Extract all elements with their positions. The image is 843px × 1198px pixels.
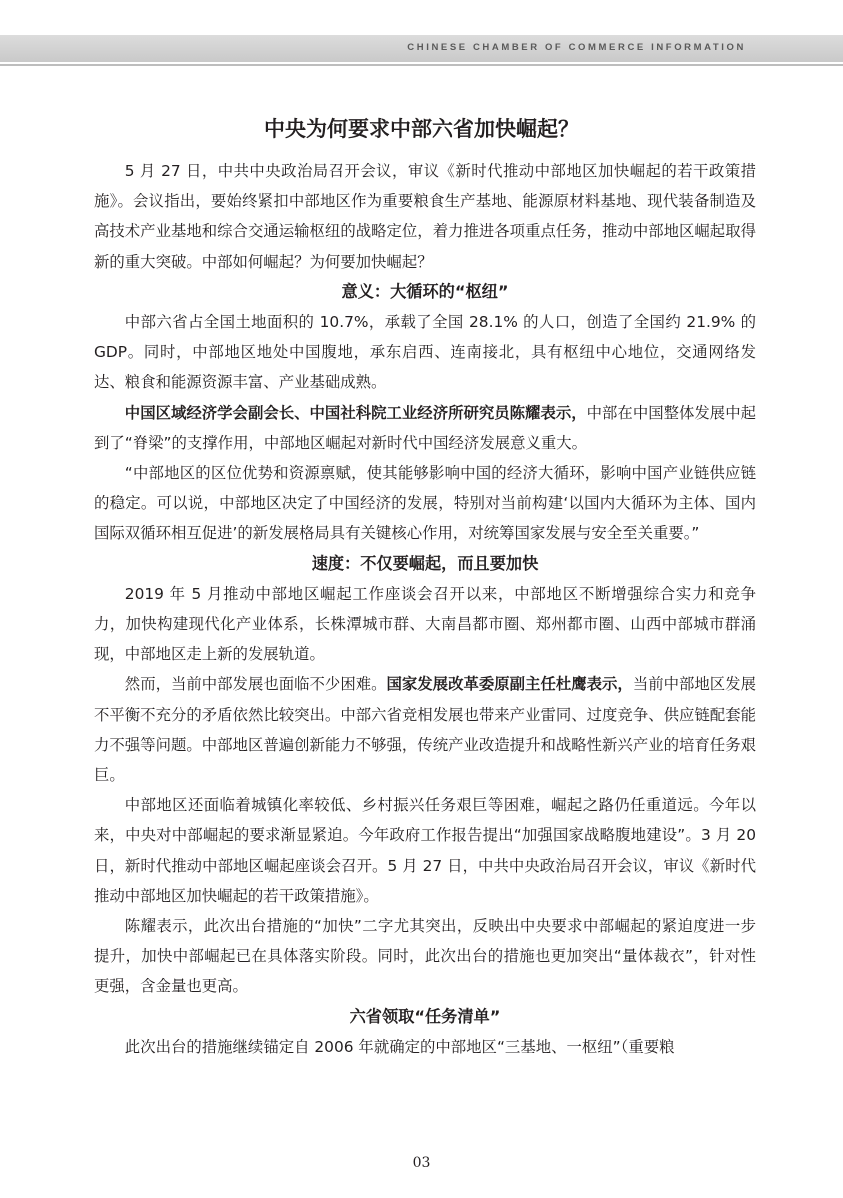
paragraph: 陈耀表示，此次出台措施的“加快”二字尤其突出，反映出中央要求中部崛起的紧迫度进一步提升，加快中部崛起已在具体落实阶段。同时，此次出台的措施也更加突出“量体裁衣”，针对性更强，含金量也更高。 (94, 917, 756, 996)
paragraph: 中部地区还面临着城镇化率较低、乡村振兴任务艰巨等困难，崛起之路仍任重道远。今年以来，中央对中部崛起的要求渐显紧迫。今年政府工作报告提出“加强国家战略腹地建设”。3 月 20 日，新时代推动中部地区崛起座谈会召开。5 月 27 日，中共中央政治局召开会议，审议《新时代推动中部地区加快崛起的若干政策措施》。 (94, 796, 756, 905)
section-heading: 六省领取“任务清单” (349, 1006, 501, 1026)
quote-source: 国家发展改革委原副主任杜鹰表示， (386, 675, 633, 694)
quote-source: 中国区域经济学会副会长、中国社科院工业经济所研究员陈耀表示， (124, 403, 587, 422)
section-heading: 意义：大循环的“枢纽” (341, 281, 509, 301)
paragraph-text: 然而，当前中部发展也面临不少困难。 (124, 675, 387, 694)
intro-paragraph: 5 月 27 日，中共中央政治局召开会议，审议《新时代推动中部地区加快崛起的若干政策措施》。会议指出，要始终紧扣中部地区作为重要粮食生产基地、能源原材料基地、现代装备制造及高技术产业基地和综合交通运输枢纽的战略定位，着力推进各项重点任务，推动中部地区崛起取得新的重大突破。中部如何崛起？为何要加快崛起？ (94, 162, 756, 271)
section-heading: 速度：不仅要崛起，而且要加快 (311, 553, 539, 573)
paragraph-text: 中部在中国整体发展中起到了“脊梁”的支撑作用，中部地区崛起对新时代中国经济发展意义重大。 (94, 403, 756, 452)
paragraph-text: 当前中部地区发展不平衡不充分的矛盾依然比较突出。中部六省竞相发展也带来产业雷同、过度竞争、供应链配套能力不强等问题。中部地区普遍创新能力不够强，传统产业改造提升和战略性新兴产业的培育任务艰巨。 (94, 675, 756, 785)
paragraph: 此次出台的措施继续锚定自 2006 年就确定的中部地区“三基地、一枢纽”（重要粮 (124, 1037, 675, 1056)
article-body (94, 156, 756, 1062)
paragraph: 中部六省占全国土地面积的 10.7%，承载了全国 28.1% 的人口，创造了全国约 21.9% 的 GDP。同时，中部地区地处中国腹地，承东启西、连南接北，具有枢纽中心地位，交通网络发达、粮食和能源资源丰富、产业基础成熟。 (94, 313, 756, 392)
paragraph (94, 669, 756, 790)
header-divider (0, 64, 843, 66)
paragraph (94, 398, 756, 458)
quote-paragraph: “中部地区的区位优势和资源禀赋，使其能够影响中国的经济大循环，影响中国产业链供应链的稳定。可以说，中部地区决定了中国经济的发展，特别对当前构建‘以国内大循环为主体、国内国际双循环相互促进’的新发展格局具有关键核心作用，对统筹国家发展与安全至关重要。” (94, 464, 756, 543)
page-number: 03 (412, 1155, 431, 1171)
publication-name: CHINESE CHAMBER OF COMMERCE INFORMATION (407, 42, 746, 53)
article-title: 中央为何要求中部六省加快崛起？ (264, 117, 579, 141)
paragraph: 2019 年 5 月推动中部地区崛起工作座谈会召开以来，中部地区不断增强综合实力和竞争力，加快构建现代化产业体系，长株潭城市群、大南昌都市圈、郑州都市圈、山西中部城市群涌现，中部地区走上新的发展轨道。 (94, 584, 756, 664)
